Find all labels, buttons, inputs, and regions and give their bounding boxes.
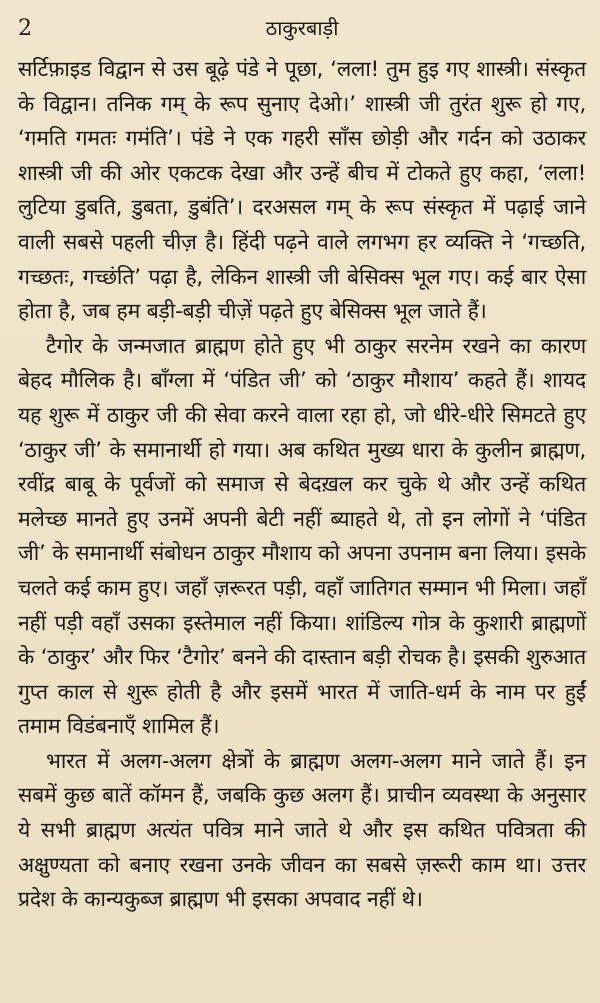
body-text: [18, 52, 586, 917]
paragraph-2: टैगोर के जन्मजात ब्राह्मण होते हुए भी ठाकुर सरनेम रखने का कारण बेहद मौलिक है। बाँग्ला में ‘पंडित जी’ को ‘ठाकुर मौशाय’ कहते हैं। शायद यह शुरू में ठाकुर जी की सेवा करने वाला रहा हो, जो धीरे-धीरे सिमटते हुए ‘ठाकुर जी’ के समानार्थी हो गया। अब कथित मुख्य धारा के कुलीन ब्राह्मण, रवींद्र बाबू के पूर्वजों को समाज से बेदख़ल कर चुके थे और उन्हें कथित मलेच्छ मानते हुए उनमें अपनी बेटी नहीं ब्याहते थे, तो इन लोगों ने ‘पंडित जी’ के समानार्थी संबोधन ठाकुर मौशाय को अपना उपनाम बना लिया। इसके चलते कई काम हुए। जहाँ ज़रूरत पड़ी, वहाँ जातिगत सम्मान भी मिला। जहाँ नहीं पड़ी वहाँ उसका इस्तेमाल नहीं किया। शांडिल्य गोत्र के कुशारी ब्राह्मणों के ‘ठाकुर’ और फिर ‘टैगोर’ बनने की दास्तान बड़ी रोचक है। इसकी शुरुआत गुप्त काल से शुरू होती है और इसमें भारत में जाति-धर्म के नाम पर हुईं तमाम विडंबनाएँ शामिल हैं।: [18, 332, 586, 739]
paragraph-3: भारत में अलग-अलग क्षेत्रों के ब्राह्मण अलग-अलग माने जाते हैं। इन सबमें कुछ बातें कॉमन हैं, जबकि कुछ अलग हैं। प्राचीन व्यवस्था के अनुसार ये सभी ब्राह्मण अत्यंत पवित्र माने जाते थे और इस कथित पवित्रता की अक्षुण्यता को बनाए रखना उनके जीवन का सबसे ज़रूरी काम था। उत्तर प्रदेश के कान्यकुब्ज ब्राह्मण भी इसका अपवाद नहीं थे।: [18, 747, 586, 912]
paragraph-1: सर्टिफ़ाइड विद्वान से उस बूढ़े पंडे ने पूछा, ‘लला! तुम हुइ गए शास्त्री। संस्कृत के विद्वान। तनिक गम् के रूप सुनाए देओ।’ शास्त्री जी तुरंत शुरू हो गए, ‘गमति गमतः गमंति’। पंडे ने एक गहरी साँस छोड़ी और गर्दन को उठाकर शास्त्री जी की ओर एकटक देखा और उन्हें बीच में टोकते हुए कहा, ‘लला! लुटिया डुबति, डुबता, डुबंति’। दरअसल गम् के रूप संस्कृत में पढ़ाई जाने वाली सबसे पहली चीज़ है। हिंदी पढ़ने वाले लगभग हर व्यक्ति ने ‘गच्छति, गच्छतः, गच्छंति’ पढ़ा है, लेकिन शास्त्री जी बेसिक्स भूल गए। कई बार ऐसा होता है, जब हम बड़ी-बड़ी चीज़ें पढ़ते हुए बेसिक्स भूल जाते हैं।: [18, 56, 586, 324]
page-header: [18, 14, 586, 48]
running-title: ठाकुरबाड़ी: [265, 16, 339, 40]
page-number: 2: [18, 16, 32, 41]
